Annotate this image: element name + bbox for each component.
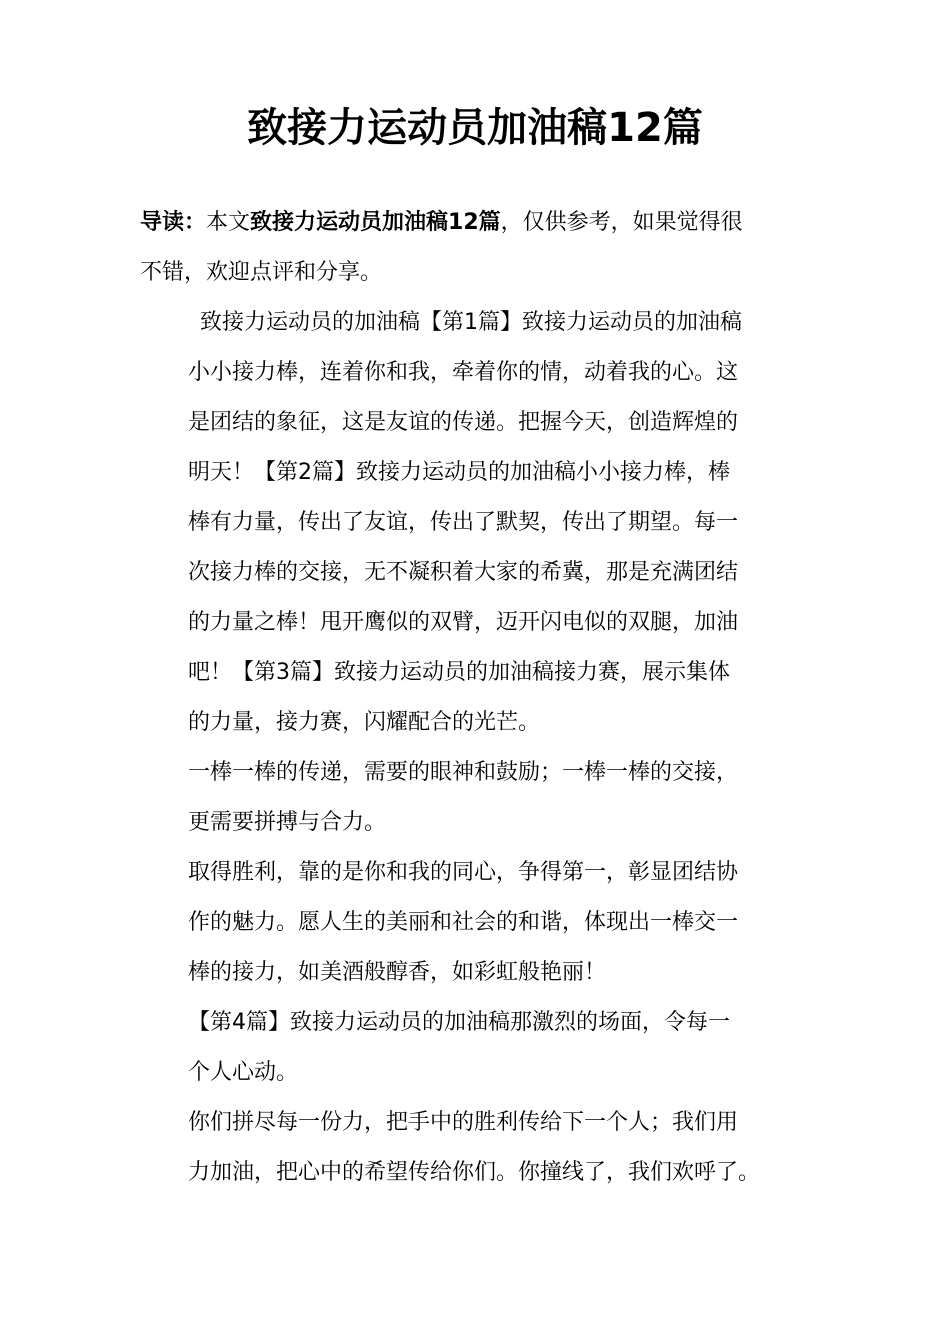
body-line: 次接力棒的交接，无不凝积着大家的希冀，那是充满团结 (188, 560, 739, 585)
body-line: 的力量之棒！甩开鹰似的双臂，迈开闪电似的双腿，加油 (188, 610, 739, 635)
body-line: 致接力运动员的加油稿【第1篇】致接力运动员的加油稿 (200, 310, 742, 335)
body-line: 作的魅力。愿人生的美丽和社会的和谐，体现出一棒交一 (188, 910, 739, 935)
intro-doc-name: 致接力运动员加油稿12篇 (250, 210, 501, 235)
body-line: 棒的接力，如美酒般醇香，如彩虹般艳丽！ (188, 960, 607, 985)
intro-line1-rest: ，仅供参考，如果觉得很 (500, 210, 743, 235)
body-line: 小小接力棒，连着你和我，牵着你的情，动着我的心。这 (188, 360, 739, 385)
body-line: 棒有力量，传出了友谊，传出了默契，传出了期望。每一 (188, 510, 739, 535)
body-line: 更需要拼搏与合力。 (188, 810, 387, 835)
intro-prefix: 本文 (206, 210, 251, 235)
body-line: 取得胜利，靠的是你和我的同心，争得第一，彰显团结协 (188, 860, 739, 885)
body-line: 吧！【第3篇】致接力运动员的加油稿接力赛，展示集体 (188, 660, 730, 685)
page-title: 致接力运动员加油稿12篇 (247, 105, 703, 151)
body-line: 是团结的象征，这是友谊的传递。把握今天，创造辉煌的 (188, 410, 739, 435)
body-text (188, 298, 813, 1198)
body-line: 你们拼尽每一份力，把手中的胜利传给下一个人；我们用 (188, 1110, 739, 1135)
body-line: 一棒一棒的传递，需要的眼神和鼓励；一棒一棒的交接， (188, 760, 739, 785)
body-line: 明天！【第2篇】致接力运动员的加油稿小小接力棒，棒 (188, 460, 730, 485)
intro-line2: 不错，欢迎点评和分享。 (140, 260, 383, 285)
body-line: 的力量，接力赛，闪耀配合的光芒。 (188, 710, 541, 735)
body-line: 力加油，把心中的希望传给你们。你撞线了，我们欢呼了。 (188, 1160, 761, 1185)
body-line: 个人心动。 (188, 1060, 299, 1085)
body-line: 【第4篇】致接力运动员的加油稿那激烈的场面，令每一 (188, 1010, 730, 1035)
intro-paragraph (140, 198, 820, 298)
intro-label: 导读： (140, 210, 207, 235)
